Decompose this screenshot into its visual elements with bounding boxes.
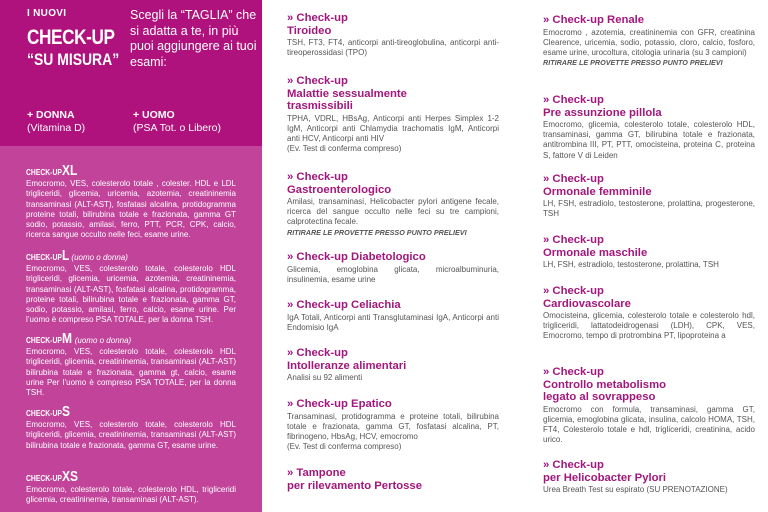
checkup-cardiovascolare <box>543 285 755 342</box>
item-desc: TSH, FT3, FT4, anticorpi anti-tireoglobulina, anticorpi anti-tireoperossidasi (TPO) <box>287 38 499 58</box>
packages-panel <box>0 146 262 512</box>
package-size: L <box>62 247 70 264</box>
item-note: RITIRARE LE PROVETTE PRESSO PUNTO PRELIEVI <box>543 58 723 68</box>
package-header <box>26 332 236 346</box>
item-desc: Urea Breath Test su espirato (SU PRENOTAZIONE) <box>543 485 728 494</box>
item-title: » Check-up Cardiovascolare <box>543 285 631 310</box>
checkup-celiachia <box>287 299 499 333</box>
package-xs <box>26 470 236 506</box>
package-header <box>26 249 236 263</box>
package-header <box>26 470 236 484</box>
item-title: » Check-up Celiachia <box>287 299 401 311</box>
donna-detail: (Vitamina D) <box>27 122 86 134</box>
checkup-malattie-sessualmente <box>287 75 499 154</box>
header-panel <box>0 0 262 146</box>
package-note: (uomo o donna) <box>74 335 132 345</box>
item-desc: Emocromo , azotemia, creatininemia con GFR, creatinina Clearence, uricemia, sodio, potassio, cloro, calcio, fosforo, esame urine, urocoltura, citologia urinaria (su 3 campioni) <box>543 27 755 57</box>
package-text: Emocromo, VES, colesterolo totale, colesterolo HDL trigliceridi, glicemia, creatininemia, transaminasi (ALT-AST) bilirubina totale e frazionata, gamma GT, esame urine. <box>26 420 236 450</box>
checkup-helicobacter <box>543 459 755 495</box>
uomo-label: + UOMO <box>133 109 175 121</box>
checkup-pre-assunzione-pillola <box>543 94 755 161</box>
item-desc: IgA Totali, Anticorpi anti Transglutaminasi IgA, Anticorpi anti Endomisio IgA <box>287 312 499 332</box>
item-title: » Check-up Renale <box>543 14 645 26</box>
checkup-epatico <box>287 398 499 452</box>
item-title: » Check-up Diabetologico <box>287 251 426 263</box>
package-prefix: CHECK-UP <box>26 167 62 177</box>
item-desc: TPHA, VDRL, HBsAg, Anticorpi anti Herpes Simplex 1-2 IgM, Anticorpi anti Chlamydia trachomatis IgM, Anticorpi anti HCV, Anticorpi anti HIV (Ev. Test di conferma compreso) <box>287 113 499 154</box>
checkup-controllo-metabolismo <box>543 366 755 445</box>
item-title: » Check-up Controllo metabolismo legato al sovrappeso <box>543 366 667 403</box>
title-checkup: CHECK-UP <box>27 26 115 49</box>
donna-addon <box>27 109 85 135</box>
item-desc: LH, FSH, estradiolo, testosterone, prolattina, TSH <box>543 260 719 269</box>
uomo-detail: (PSA Tot. o Libero) <box>133 122 221 134</box>
item-title: » Check-up Intolleranze alimentari <box>287 347 407 372</box>
tampone-pertosse <box>287 467 499 492</box>
item-note: RITIRARE LE PROVETTE PRESSO PUNTO PRELIEVI <box>287 227 467 237</box>
package-size: M <box>62 330 73 347</box>
package-size: S <box>62 403 71 420</box>
package-prefix: CHECK-UP <box>26 335 62 345</box>
item-title: » Check-up Malattie sessualmente trasmissibili <box>287 75 407 112</box>
checkup-renale <box>543 14 755 68</box>
item-title: » Check-up Ormonale maschile <box>543 234 648 259</box>
checkup-intolleranze <box>287 347 499 383</box>
package-xl <box>26 164 236 241</box>
package-text: Emocromo, colesterolo totale, colesterolo HDL, trigliceridi glicemia, creatininemia, transaminasi (ALT-AST). <box>26 485 236 505</box>
package-prefix: CHECK-UP <box>26 408 62 418</box>
item-title: » Check-up per Helicobacter Pylori <box>543 459 667 484</box>
item-title: » Check-up Epatico <box>287 398 392 410</box>
package-note: (uomo o donna) <box>71 252 128 262</box>
package-prefix: CHECK-UP <box>26 473 62 483</box>
package-m <box>26 332 236 398</box>
item-title: » Check-up Tiroideo <box>287 12 348 37</box>
checkup-ormonale-femminile <box>543 173 755 219</box>
package-header <box>26 164 236 178</box>
donna-label: + DONNA <box>27 109 75 121</box>
package-text: Emocromo, VES, colesterolo totale, colesterolo HDL trigliceridi, glicemia, creatininemia, transaminasi (ALT-AST) bilirubina totale e frazionata, gamma gt, calcio, esame urine Per l’uomo è compreso PSA TOTALE, per la donna TSH. <box>26 347 236 398</box>
package-s <box>26 405 236 451</box>
package-l <box>26 249 236 326</box>
nuovi-label: I NUOVI <box>27 8 67 19</box>
checkup-ormonale-maschile <box>543 234 755 270</box>
package-size: XL <box>62 162 78 179</box>
item-title: » Tampone per rilevamento Pertosse <box>287 467 422 492</box>
item-desc: Amilasi, transaminasi, Helicobacter pylori antigene fecale, ricerca del sangue occulto nelle feci su tre campioni, calprotectina fecale. <box>287 197 499 227</box>
item-desc: Analisi su 92 alimenti <box>287 373 363 382</box>
item-title: » Check-up Pre assunzione pillola <box>543 94 662 119</box>
package-header <box>26 405 236 419</box>
item-desc: Omocisteina, glicemia, colesterolo totale e colesterolo hdl, trigliceridi, lattatodeidrogenasi (LDH), CPK, VES, Emocromo, tempo di protrombina PT, lipoproteina a <box>543 311 755 341</box>
item-title: » Check-up Ormonale femminile <box>543 173 652 198</box>
intro-text: Scegli la “TAGLIA” che si adatta a te, in più puoi aggiungere ai tuoi esami: <box>130 8 257 69</box>
package-size: XS <box>62 468 79 485</box>
package-text: Emocromo, VES, colesterolo totale , colester. HDL e LDL trigliceridi, glicemia, uricemia, azotemia, creatininemia transaminasi (ALT-AST), fosfatasi alcalina, protidogramma proteine totali, bilirubina totale e frazionata, gamma GT sodio, potassio, amilasi, ferro, PTT, PCR, CPK, calcio, ricerca sangue occulto nelle feci, esame urine. <box>26 179 236 240</box>
package-prefix: CHECK-UP <box>26 252 62 262</box>
item-desc: LH, FSH, estradiolo, testosterone, prolattina, progesterone, TSH <box>543 199 755 219</box>
item-desc: Transaminasi, protidogramma e proteine totali, bilirubina totale e frazionata, gamma GT, fosfatasi alcalina, PT, fibrinogeno, HbsAg, HCV, emocromo (Ev. Test di conferma compreso) <box>287 411 499 452</box>
package-text: Emocromo, VES, colesterolo totale, colesterolo HDL trigliceridi, glicemia, uricemia, azotemia, creatininemia, transaminasi (ALT-AST), fosfatasi alcalina, protidogramma, proteine totali, bilirubina totale e frazionata, gamma GT, sodio, potassio, amilasi, ferro, calcio, esame urine. Per l’uomo è compreso PSA TOTALE, per la donna TSH. <box>26 264 236 325</box>
uomo-addon <box>133 109 221 135</box>
checkup-gastroenterologico <box>287 171 499 238</box>
checkup-tiroideo <box>287 12 499 58</box>
item-desc: Emocromo, glicemia, colesterolo totale, colesterolo HDL, transaminasi, gamma GT, bilirubina totale e frazionata, antitrombina III, PT, PTT, omocisteina, proteina C, proteina S, fattore V di Leiden <box>543 120 755 160</box>
item-desc: Emocromo con formula, transaminasi, gamma GT, glicemia, emoglobina glicata, insulina, calcolo HOMA, TSH, FT4, Colesterolo totale e hdl, trigliceridi, creatinina, acido urico. <box>543 404 755 445</box>
title-su-misura: “SU MISURA” <box>27 50 120 69</box>
item-desc: Glicemia, emoglobina glicata, microalbuminuria, insulinemia, esame urine <box>287 264 499 284</box>
item-title: » Check-up Gastroenterologico <box>287 171 392 196</box>
checkup-diabetologico <box>287 251 499 285</box>
